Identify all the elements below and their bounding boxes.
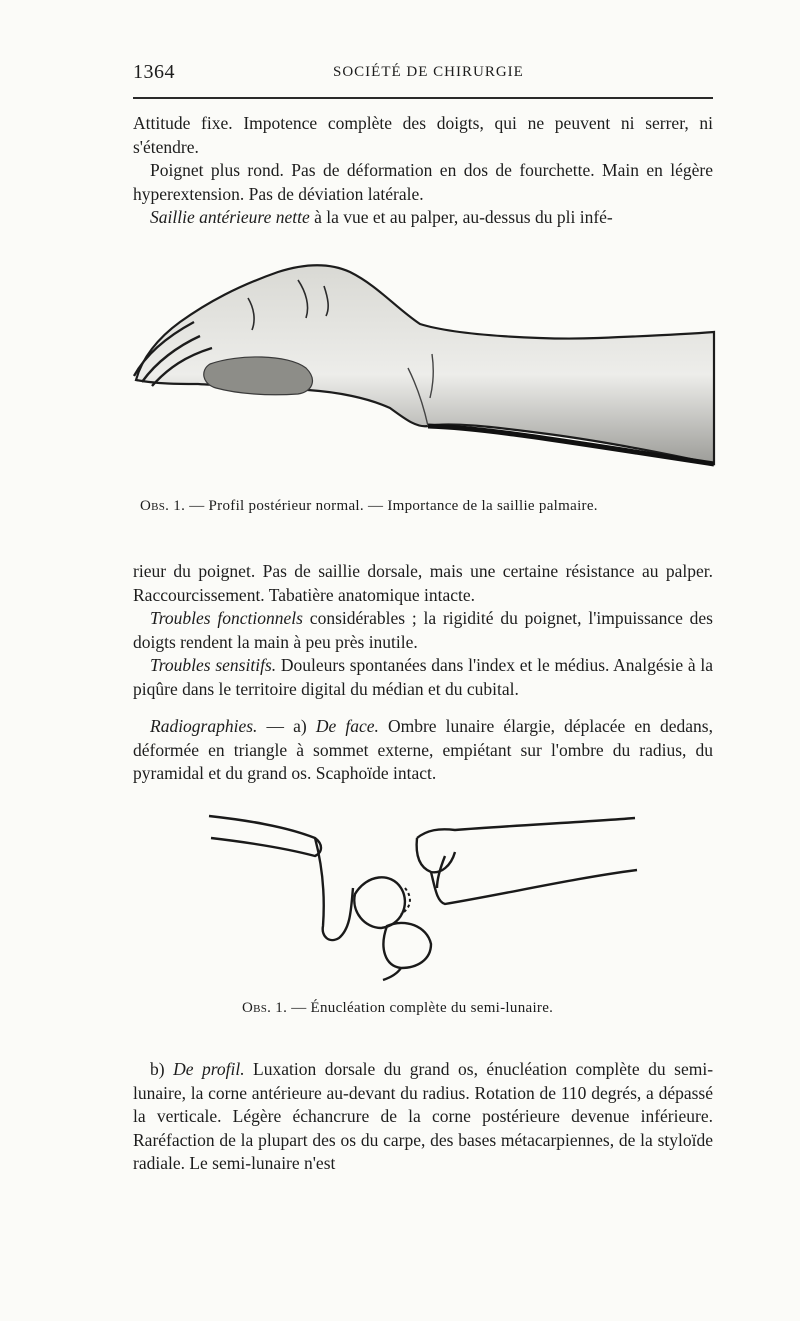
de-profil-italic: De profil. xyxy=(173,1059,245,1079)
text-block-de-profil xyxy=(133,1058,713,1176)
semilunar-tail xyxy=(383,968,401,980)
page-number: 1364 xyxy=(133,61,175,83)
page-header xyxy=(133,61,713,85)
header-rule xyxy=(133,97,713,99)
figure2-caption-obs: Obs. 1. xyxy=(242,1000,288,1016)
metacarpal-upper xyxy=(209,816,321,856)
paragraph-poignet: Poignet plus rond. Pas de déformation en dos de fourchette. Main en légère hyperextension. Pas de déviation latérale. xyxy=(133,160,713,204)
paragraph-rieur: rieur du poignet. Pas de saillie dorsale, mais une certaine résistance au palper. Raccourcissement. Tabatière anatomique intacte. xyxy=(133,561,713,605)
figure1-caption-text: — Profil postérieur normal. — Importance de la saillie palmaire. xyxy=(185,498,598,514)
running-head: SOCIÉTÉ DE CHIRURGIE xyxy=(333,64,524,80)
paragraph-saillie xyxy=(133,206,713,230)
de-profil-rest: Luxation dorsale du grand os, énucléation complète du semi-lunaire, la corne antérieure au-devant du radius. Rotation de 110 degrés, a dépassé la verticale. Légère échancrure de la corne postérieure devenue inférieure. Raréfaction de la plupart des os du carpe, des bases métacarpiennes, de la styloïde radiale. Le semi-lunaire n'est xyxy=(133,1059,714,1173)
troubles-fonctionnels-italic: Troubles fonctionnels xyxy=(150,608,303,628)
bones-line-drawing xyxy=(205,808,645,983)
saillie-rest: à la vue et au palper, au-dessus du pli infé- xyxy=(309,207,613,227)
figure2-caption-text: — Énucléation complète du semi-lunaire. xyxy=(287,1000,554,1016)
troubles-sensitifs-italic: Troubles sensitifs. xyxy=(150,655,277,675)
text-block-radiographies xyxy=(133,715,713,786)
de-profil-lead: b) xyxy=(150,1059,174,1079)
radiographies-italic: Radiographies. xyxy=(150,716,258,736)
de-face-italic: De face. xyxy=(315,716,379,736)
saillie-italic: Saillie antérieure nette xyxy=(150,207,310,227)
grand-os-outline xyxy=(315,838,353,940)
paragraph-radiographies xyxy=(133,715,713,786)
troubles-sensitifs-rest: Douleurs spontanées dans l'index et le médius. Analgésie à la piqûre dans le territoire digital du médian et du cubital. xyxy=(133,655,713,699)
text-block-observations xyxy=(133,112,713,230)
text-block-troubles xyxy=(133,560,713,701)
troubles-fonctionnels-rest: considérables ; la rigidité du poignet, l'impuissance des doigts rendent la main à peu près inutile. xyxy=(133,608,713,652)
figure1-caption xyxy=(140,498,720,515)
thumb-shape xyxy=(204,357,313,395)
radiographies-rest: Ombre lunaire élargie, déplacée en dedans, déformée en triangle à sommet externe, empiétant sur l'ombre du radius, du pyramidal et du grand os. Scaphoïde intact. xyxy=(133,716,713,783)
bone-outlines xyxy=(209,816,637,980)
paragraph-troubles-fonctionnels xyxy=(133,607,713,654)
radius-head xyxy=(417,838,455,872)
paragraph-troubles-sensitifs xyxy=(133,654,713,701)
paragraph-de-profil xyxy=(133,1058,713,1176)
radius-upper xyxy=(417,818,635,838)
radius-lower xyxy=(431,870,637,904)
semilunar-bone xyxy=(383,923,431,968)
figure1-caption-obs: Obs. 1. xyxy=(140,498,186,514)
hand-profile-illustration xyxy=(128,258,720,470)
figure2-caption xyxy=(242,1000,800,1017)
paragraph-attitude: Attitude fixe. Impotence complète des doigts, qui ne peuvent ni serrer, ni s'étendre. xyxy=(133,113,713,157)
lunate-head xyxy=(354,877,405,928)
radiographies-mid: — a) xyxy=(257,716,316,736)
